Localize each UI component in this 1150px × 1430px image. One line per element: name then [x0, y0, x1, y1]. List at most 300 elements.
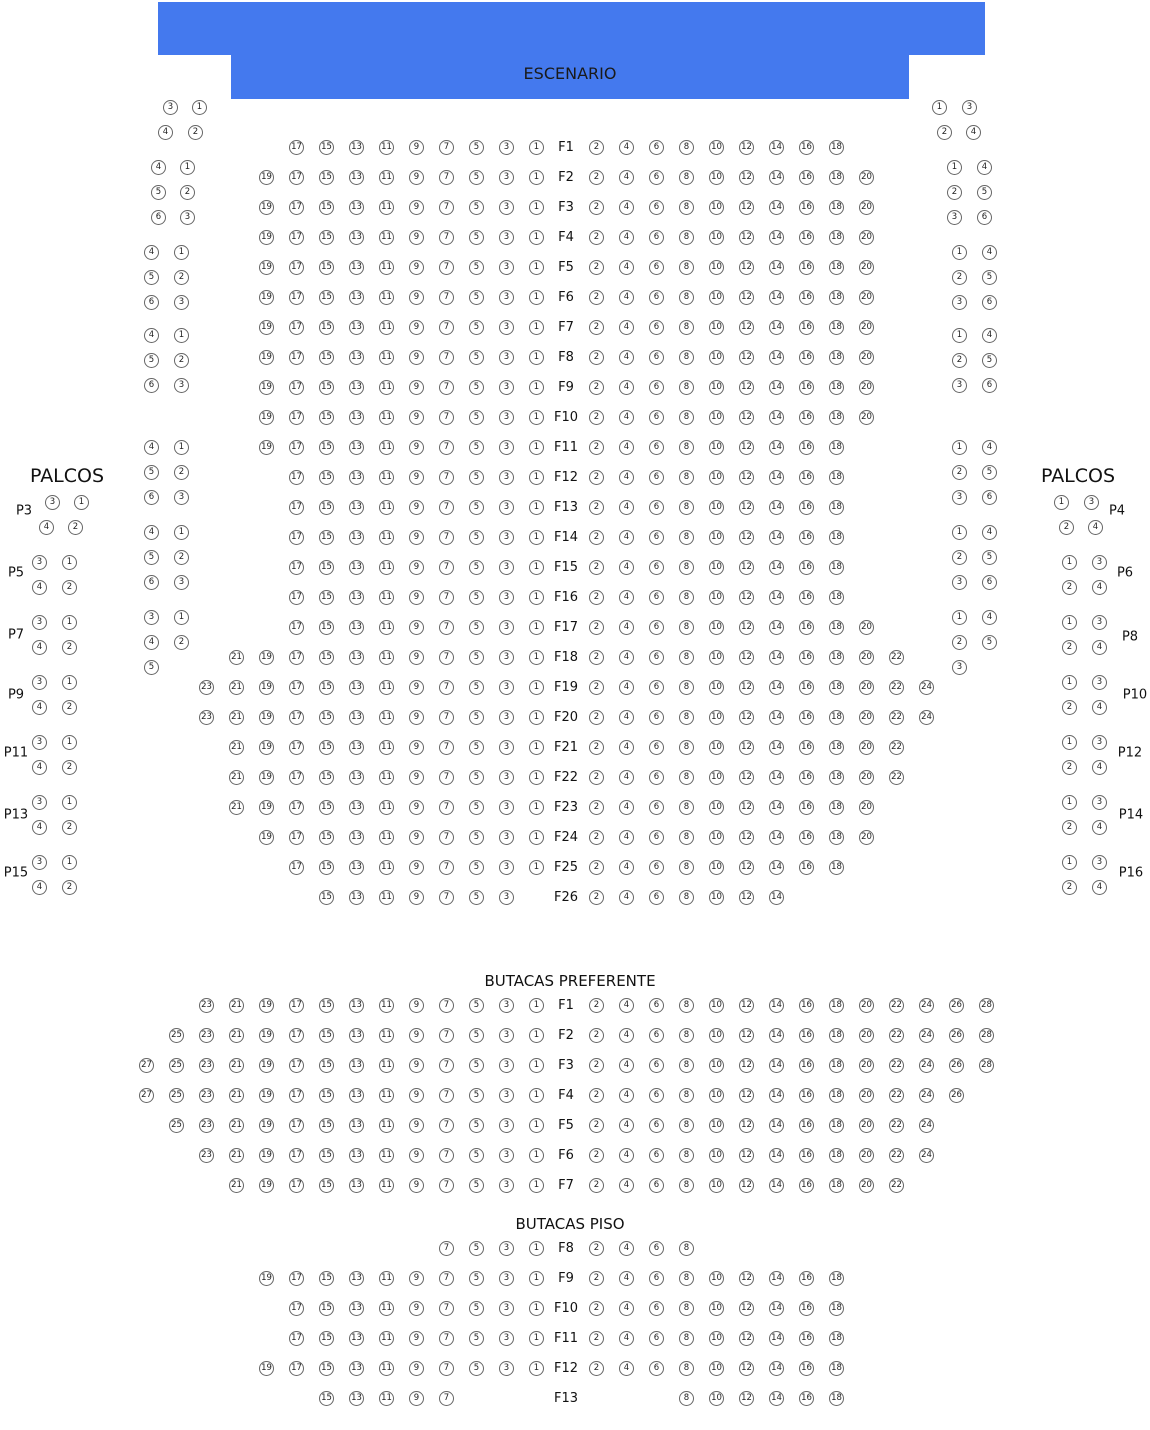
- seat[interactable]: 10: [709, 998, 724, 1013]
- seat[interactable]: 6: [649, 1058, 664, 1073]
- seat[interactable]: 9: [409, 770, 424, 785]
- palco-seat[interactable]: 3: [32, 675, 47, 690]
- seat[interactable]: 16: [799, 140, 814, 155]
- seat[interactable]: 12: [739, 590, 754, 605]
- seat[interactable]: 20: [859, 1178, 874, 1193]
- seat[interactable]: 10: [709, 260, 724, 275]
- seat[interactable]: 16: [799, 1361, 814, 1376]
- seat[interactable]: 6: [649, 680, 664, 695]
- seat[interactable]: 4: [619, 1178, 634, 1193]
- seat[interactable]: 10: [709, 530, 724, 545]
- side-seat[interactable]: 2: [952, 465, 967, 480]
- seat[interactable]: 6: [649, 140, 664, 155]
- seat[interactable]: 2: [589, 620, 604, 635]
- side-seat[interactable]: 1: [174, 610, 189, 625]
- seat[interactable]: 13: [349, 998, 364, 1013]
- seat[interactable]: 24: [919, 1148, 934, 1163]
- seat[interactable]: 2: [589, 410, 604, 425]
- seat[interactable]: 16: [799, 770, 814, 785]
- palco-seat[interactable]: 1: [74, 495, 89, 510]
- seat[interactable]: 21: [229, 1028, 244, 1043]
- seat[interactable]: 9: [409, 998, 424, 1013]
- seat[interactable]: 11: [379, 830, 394, 845]
- seat[interactable]: 17: [289, 530, 304, 545]
- seat[interactable]: 1: [529, 740, 544, 755]
- seat[interactable]: 12: [739, 1118, 754, 1133]
- seat[interactable]: 12: [739, 620, 754, 635]
- seat[interactable]: 17: [289, 650, 304, 665]
- seat[interactable]: 12: [739, 260, 754, 275]
- seat[interactable]: 18: [829, 1301, 844, 1316]
- palco-seat[interactable]: 3: [1092, 555, 1107, 570]
- seat[interactable]: 15: [319, 290, 334, 305]
- seat[interactable]: 3: [499, 1088, 514, 1103]
- seat[interactable]: 1: [529, 1271, 544, 1286]
- seat[interactable]: 8: [679, 830, 694, 845]
- seat[interactable]: 9: [409, 470, 424, 485]
- seat[interactable]: 7: [439, 1118, 454, 1133]
- seat[interactable]: 15: [319, 1058, 334, 1073]
- side-seat[interactable]: 2: [174, 550, 189, 565]
- seat[interactable]: 20: [859, 380, 874, 395]
- seat[interactable]: 6: [649, 320, 664, 335]
- seat[interactable]: 20: [859, 830, 874, 845]
- seat[interactable]: 8: [679, 1058, 694, 1073]
- seat[interactable]: 27: [139, 1088, 154, 1103]
- seat[interactable]: 6: [649, 1088, 664, 1103]
- seat[interactable]: 15: [319, 998, 334, 1013]
- seat[interactable]: 10: [709, 230, 724, 245]
- seat[interactable]: 7: [439, 230, 454, 245]
- side-seat[interactable]: 5: [144, 660, 159, 675]
- seat[interactable]: 3: [499, 1118, 514, 1133]
- palco-seat[interactable]: 3: [32, 555, 47, 570]
- seat[interactable]: 21: [229, 740, 244, 755]
- seat[interactable]: 13: [349, 320, 364, 335]
- seat[interactable]: 10: [709, 170, 724, 185]
- seat[interactable]: 5: [469, 1178, 484, 1193]
- seat[interactable]: 19: [259, 1178, 274, 1193]
- seat[interactable]: 5: [469, 770, 484, 785]
- seat[interactable]: 9: [409, 260, 424, 275]
- side-seat[interactable]: 3: [174, 295, 189, 310]
- seat[interactable]: 5: [469, 560, 484, 575]
- seat[interactable]: 16: [799, 410, 814, 425]
- seat[interactable]: 3: [499, 260, 514, 275]
- seat[interactable]: 16: [799, 830, 814, 845]
- seat[interactable]: 17: [289, 710, 304, 725]
- side-seat[interactable]: 3: [962, 100, 977, 115]
- seat[interactable]: 20: [859, 770, 874, 785]
- seat[interactable]: 14: [769, 140, 784, 155]
- seat[interactable]: 5: [469, 998, 484, 1013]
- seat[interactable]: 15: [319, 500, 334, 515]
- seat[interactable]: 2: [589, 290, 604, 305]
- seat[interactable]: 20: [859, 620, 874, 635]
- seat[interactable]: 9: [409, 440, 424, 455]
- side-seat[interactable]: 3: [952, 490, 967, 505]
- side-seat[interactable]: 3: [144, 610, 159, 625]
- seat[interactable]: 12: [739, 998, 754, 1013]
- seat[interactable]: 10: [709, 410, 724, 425]
- seat[interactable]: 16: [799, 1088, 814, 1103]
- seat[interactable]: 26: [949, 1088, 964, 1103]
- seat[interactable]: 5: [469, 860, 484, 875]
- seat[interactable]: 12: [739, 410, 754, 425]
- seat[interactable]: 16: [799, 230, 814, 245]
- side-seat[interactable]: 4: [144, 245, 159, 260]
- seat[interactable]: 8: [679, 890, 694, 905]
- seat[interactable]: 18: [829, 1088, 844, 1103]
- seat[interactable]: 4: [619, 770, 634, 785]
- seat[interactable]: 5: [469, 1301, 484, 1316]
- palco-seat[interactable]: 1: [1062, 675, 1077, 690]
- seat[interactable]: 9: [409, 1058, 424, 1073]
- palco-seat[interactable]: 1: [62, 555, 77, 570]
- seat[interactable]: 11: [379, 1028, 394, 1043]
- seat[interactable]: 17: [289, 620, 304, 635]
- seat[interactable]: 13: [349, 440, 364, 455]
- palco-seat[interactable]: 1: [62, 675, 77, 690]
- seat[interactable]: 10: [709, 1028, 724, 1043]
- seat[interactable]: 18: [829, 1271, 844, 1286]
- seat[interactable]: 8: [679, 590, 694, 605]
- seat[interactable]: 14: [769, 500, 784, 515]
- side-seat[interactable]: 4: [977, 160, 992, 175]
- seat[interactable]: 1: [529, 500, 544, 515]
- seat[interactable]: 9: [409, 140, 424, 155]
- seat[interactable]: 22: [889, 650, 904, 665]
- seat[interactable]: 6: [649, 1028, 664, 1043]
- seat[interactable]: 20: [859, 740, 874, 755]
- seat[interactable]: 3: [499, 1241, 514, 1256]
- seat[interactable]: 8: [679, 1271, 694, 1286]
- seat[interactable]: 11: [379, 140, 394, 155]
- seat[interactable]: 17: [289, 860, 304, 875]
- seat[interactable]: 2: [589, 500, 604, 515]
- side-seat[interactable]: 5: [151, 185, 166, 200]
- seat[interactable]: 9: [409, 380, 424, 395]
- seat[interactable]: 17: [289, 770, 304, 785]
- seat[interactable]: 12: [739, 1331, 754, 1346]
- side-seat[interactable]: 2: [952, 353, 967, 368]
- seat[interactable]: 22: [889, 998, 904, 1013]
- seat[interactable]: 10: [709, 800, 724, 815]
- seat[interactable]: 12: [739, 1178, 754, 1193]
- side-seat[interactable]: 1: [947, 160, 962, 175]
- seat[interactable]: 13: [349, 260, 364, 275]
- seat[interactable]: 20: [859, 410, 874, 425]
- seat[interactable]: 9: [409, 290, 424, 305]
- seat[interactable]: 7: [439, 380, 454, 395]
- seat[interactable]: 14: [769, 200, 784, 215]
- seat[interactable]: 20: [859, 998, 874, 1013]
- seat[interactable]: 23: [199, 998, 214, 1013]
- seat[interactable]: 18: [829, 800, 844, 815]
- seat[interactable]: 4: [619, 230, 634, 245]
- seat[interactable]: 1: [529, 860, 544, 875]
- seat[interactable]: 10: [709, 1391, 724, 1406]
- seat[interactable]: 14: [769, 470, 784, 485]
- seat[interactable]: 15: [319, 560, 334, 575]
- seat[interactable]: 12: [739, 350, 754, 365]
- seat[interactable]: 8: [679, 1361, 694, 1376]
- seat[interactable]: 7: [439, 320, 454, 335]
- seat[interactable]: 7: [439, 1271, 454, 1286]
- seat[interactable]: 24: [919, 998, 934, 1013]
- seat[interactable]: 15: [319, 320, 334, 335]
- seat[interactable]: 4: [619, 740, 634, 755]
- seat[interactable]: 17: [289, 320, 304, 335]
- seat[interactable]: 4: [619, 320, 634, 335]
- seat[interactable]: 7: [439, 500, 454, 515]
- seat[interactable]: 1: [529, 470, 544, 485]
- seat[interactable]: 18: [829, 470, 844, 485]
- seat[interactable]: 1: [529, 290, 544, 305]
- seat[interactable]: 13: [349, 530, 364, 545]
- seat[interactable]: 7: [439, 1391, 454, 1406]
- seat[interactable]: 18: [829, 530, 844, 545]
- side-seat[interactable]: 1: [952, 328, 967, 343]
- seat[interactable]: 28: [979, 998, 994, 1013]
- seat[interactable]: 5: [469, 680, 484, 695]
- seat[interactable]: 14: [769, 350, 784, 365]
- seat[interactable]: 12: [739, 710, 754, 725]
- seat[interactable]: 23: [199, 710, 214, 725]
- seat[interactable]: 12: [739, 470, 754, 485]
- seat[interactable]: 18: [829, 140, 844, 155]
- seat[interactable]: 21: [229, 1058, 244, 1073]
- seat[interactable]: 4: [619, 560, 634, 575]
- palco-seat[interactable]: 4: [32, 700, 47, 715]
- seat[interactable]: 5: [469, 1331, 484, 1346]
- seat[interactable]: 5: [469, 200, 484, 215]
- seat[interactable]: 3: [499, 170, 514, 185]
- seat[interactable]: 14: [769, 530, 784, 545]
- seat[interactable]: 10: [709, 890, 724, 905]
- seat[interactable]: 19: [259, 710, 274, 725]
- seat[interactable]: 8: [679, 200, 694, 215]
- seat[interactable]: 10: [709, 830, 724, 845]
- seat[interactable]: 16: [799, 260, 814, 275]
- palco-seat[interactable]: 3: [1092, 855, 1107, 870]
- seat[interactable]: 2: [589, 860, 604, 875]
- seat[interactable]: 9: [409, 890, 424, 905]
- seat[interactable]: 7: [439, 1241, 454, 1256]
- palco-seat[interactable]: 2: [1062, 700, 1077, 715]
- side-seat[interactable]: 2: [952, 550, 967, 565]
- seat[interactable]: 3: [499, 1178, 514, 1193]
- palco-seat[interactable]: 1: [1062, 735, 1077, 750]
- seat[interactable]: 15: [319, 620, 334, 635]
- seat[interactable]: 23: [199, 1088, 214, 1103]
- seat[interactable]: 8: [679, 380, 694, 395]
- seat[interactable]: 16: [799, 998, 814, 1013]
- seat[interactable]: 14: [769, 830, 784, 845]
- side-seat[interactable]: 6: [977, 210, 992, 225]
- seat[interactable]: 10: [709, 620, 724, 635]
- seat[interactable]: 13: [349, 680, 364, 695]
- side-seat[interactable]: 1: [952, 245, 967, 260]
- seat[interactable]: 11: [379, 200, 394, 215]
- seat[interactable]: 13: [349, 1118, 364, 1133]
- seat[interactable]: 16: [799, 1391, 814, 1406]
- side-seat[interactable]: 2: [174, 465, 189, 480]
- seat[interactable]: 2: [589, 230, 604, 245]
- seat[interactable]: 15: [319, 470, 334, 485]
- seat[interactable]: 12: [739, 1271, 754, 1286]
- palco-seat[interactable]: 3: [1092, 795, 1107, 810]
- seat[interactable]: 5: [469, 290, 484, 305]
- seat[interactable]: 6: [649, 380, 664, 395]
- seat[interactable]: 6: [649, 710, 664, 725]
- seat[interactable]: 3: [499, 1148, 514, 1163]
- seat[interactable]: 11: [379, 800, 394, 815]
- seat[interactable]: 2: [589, 1058, 604, 1073]
- seat[interactable]: 13: [349, 860, 364, 875]
- seat[interactable]: 12: [739, 740, 754, 755]
- seat[interactable]: 2: [589, 1241, 604, 1256]
- seat[interactable]: 25: [169, 1058, 184, 1073]
- seat[interactable]: 13: [349, 1058, 364, 1073]
- seat[interactable]: 20: [859, 650, 874, 665]
- seat[interactable]: 18: [829, 1361, 844, 1376]
- seat[interactable]: 26: [949, 1058, 964, 1073]
- seat[interactable]: 8: [679, 1148, 694, 1163]
- seat[interactable]: 13: [349, 1331, 364, 1346]
- palco-seat[interactable]: 2: [1059, 520, 1074, 535]
- seat[interactable]: 13: [349, 1148, 364, 1163]
- seat[interactable]: 3: [499, 320, 514, 335]
- seat[interactable]: 19: [259, 320, 274, 335]
- seat[interactable]: 8: [679, 170, 694, 185]
- seat[interactable]: 6: [649, 740, 664, 755]
- seat[interactable]: 3: [499, 860, 514, 875]
- side-seat[interactable]: 6: [982, 575, 997, 590]
- seat[interactable]: 14: [769, 440, 784, 455]
- seat[interactable]: 1: [529, 200, 544, 215]
- seat[interactable]: 10: [709, 140, 724, 155]
- seat[interactable]: 12: [739, 860, 754, 875]
- palco-seat[interactable]: 3: [1092, 735, 1107, 750]
- seat[interactable]: 16: [799, 500, 814, 515]
- seat[interactable]: 5: [469, 530, 484, 545]
- seat[interactable]: 1: [529, 710, 544, 725]
- palco-seat[interactable]: 2: [62, 760, 77, 775]
- seat[interactable]: 3: [499, 140, 514, 155]
- seat[interactable]: 8: [679, 440, 694, 455]
- seat[interactable]: 16: [799, 1148, 814, 1163]
- seat[interactable]: 2: [589, 260, 604, 275]
- side-seat[interactable]: 6: [144, 490, 159, 505]
- seat[interactable]: 8: [679, 770, 694, 785]
- seat[interactable]: 11: [379, 170, 394, 185]
- seat[interactable]: 3: [499, 230, 514, 245]
- seat[interactable]: 23: [199, 1058, 214, 1073]
- side-seat[interactable]: 2: [174, 270, 189, 285]
- seat[interactable]: 23: [199, 1028, 214, 1043]
- seat[interactable]: 1: [529, 830, 544, 845]
- seat[interactable]: 12: [739, 170, 754, 185]
- palco-seat[interactable]: 1: [62, 615, 77, 630]
- seat[interactable]: 6: [649, 800, 664, 815]
- seat[interactable]: 16: [799, 1118, 814, 1133]
- seat[interactable]: 16: [799, 350, 814, 365]
- seat[interactable]: 7: [439, 470, 454, 485]
- seat[interactable]: 21: [229, 800, 244, 815]
- seat[interactable]: 7: [439, 998, 454, 1013]
- seat[interactable]: 10: [709, 200, 724, 215]
- palco-seat[interactable]: 3: [1092, 615, 1107, 630]
- seat[interactable]: 6: [649, 290, 664, 305]
- seat[interactable]: 4: [619, 1148, 634, 1163]
- seat[interactable]: 6: [649, 500, 664, 515]
- seat[interactable]: 10: [709, 470, 724, 485]
- seat[interactable]: 4: [619, 410, 634, 425]
- seat[interactable]: 12: [739, 1028, 754, 1043]
- seat[interactable]: 3: [499, 500, 514, 515]
- palco-seat[interactable]: 4: [39, 520, 54, 535]
- seat[interactable]: 11: [379, 1058, 394, 1073]
- seat[interactable]: 16: [799, 1178, 814, 1193]
- palco-seat[interactable]: 1: [1062, 795, 1077, 810]
- seat[interactable]: 4: [619, 260, 634, 275]
- seat[interactable]: 17: [289, 140, 304, 155]
- seat[interactable]: 6: [649, 650, 664, 665]
- seat[interactable]: 17: [289, 1058, 304, 1073]
- seat[interactable]: 4: [619, 800, 634, 815]
- seat[interactable]: 25: [169, 1118, 184, 1133]
- seat[interactable]: 5: [469, 260, 484, 275]
- seat[interactable]: 13: [349, 650, 364, 665]
- seat[interactable]: 20: [859, 1148, 874, 1163]
- seat[interactable]: 19: [259, 800, 274, 815]
- seat[interactable]: 12: [739, 200, 754, 215]
- palco-seat[interactable]: 2: [1062, 760, 1077, 775]
- seat[interactable]: 4: [619, 200, 634, 215]
- seat[interactable]: 6: [649, 200, 664, 215]
- seat[interactable]: 4: [619, 380, 634, 395]
- seat[interactable]: 27: [139, 1058, 154, 1073]
- seat[interactable]: 13: [349, 170, 364, 185]
- seat[interactable]: 8: [679, 530, 694, 545]
- seat[interactable]: 15: [319, 1361, 334, 1376]
- seat[interactable]: 7: [439, 740, 454, 755]
- side-seat[interactable]: 4: [982, 328, 997, 343]
- seat[interactable]: 18: [829, 1331, 844, 1346]
- seat[interactable]: 21: [229, 1118, 244, 1133]
- seat[interactable]: 10: [709, 1148, 724, 1163]
- palco-seat[interactable]: 4: [32, 820, 47, 835]
- seat[interactable]: 14: [769, 1271, 784, 1286]
- seat[interactable]: 3: [499, 590, 514, 605]
- seat[interactable]: 16: [799, 800, 814, 815]
- seat[interactable]: 12: [739, 800, 754, 815]
- side-seat[interactable]: 4: [966, 125, 981, 140]
- seat[interactable]: 15: [319, 1028, 334, 1043]
- seat[interactable]: 19: [259, 350, 274, 365]
- seat[interactable]: 19: [259, 1058, 274, 1073]
- seat[interactable]: 17: [289, 230, 304, 245]
- seat[interactable]: 13: [349, 1088, 364, 1103]
- side-seat[interactable]: 2: [188, 125, 203, 140]
- seat[interactable]: 6: [649, 860, 664, 875]
- palco-seat[interactable]: 3: [32, 795, 47, 810]
- palco-seat[interactable]: 4: [32, 640, 47, 655]
- seat[interactable]: 6: [649, 1118, 664, 1133]
- seat[interactable]: 3: [499, 800, 514, 815]
- seat[interactable]: 14: [769, 1148, 784, 1163]
